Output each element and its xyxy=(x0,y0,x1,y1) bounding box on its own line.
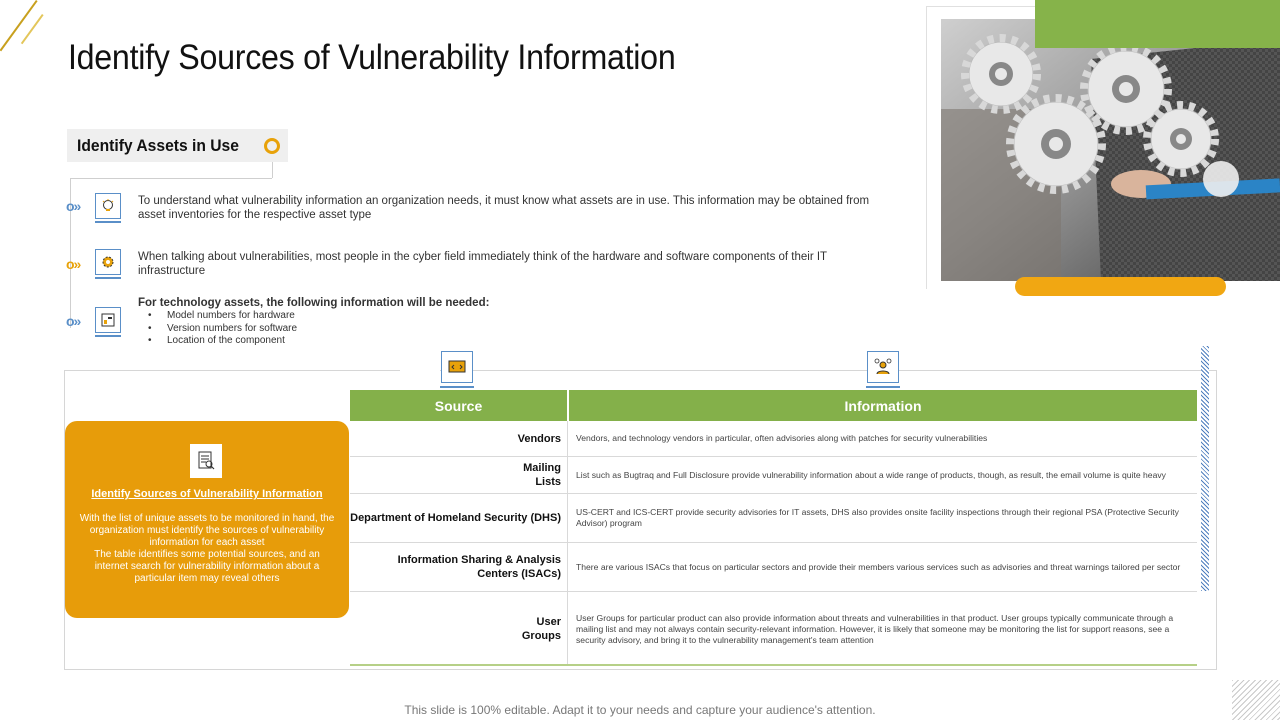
list-item: • Location of the component xyxy=(148,335,297,348)
assets-heading-label: Identify Assets in Use xyxy=(77,136,239,155)
gear-settings-icon xyxy=(95,249,121,275)
table-row xyxy=(350,494,1197,543)
table-header xyxy=(350,390,1197,421)
page-title: Identify Sources of Vulnerability Information xyxy=(68,38,676,77)
connector-line xyxy=(70,178,272,179)
information-cell: There are various ISACs that focus on particular sectors and provide their members various services such as advisories and threat warnings tailored per sector xyxy=(576,561,1181,572)
decor-hatch xyxy=(1201,346,1209,591)
source-cell: Mailing Lists xyxy=(350,457,568,493)
business-gears-photo xyxy=(941,19,1280,281)
photo-frame xyxy=(926,6,1036,7)
information-cell: List such as Bugtraq and Full Disclosure provide vulnerability information about a wide range of products, though, as result, the email volume is quite heavy xyxy=(576,469,1166,480)
chevron-right-icon: o» xyxy=(66,198,81,214)
sources-summary-card xyxy=(65,421,349,618)
list-item: • Version numbers for software xyxy=(148,323,297,336)
list-item: • Model numbers for hardware xyxy=(148,310,297,323)
decor-green-block xyxy=(1035,0,1280,48)
information-cell: User Groups for particular product can also provide information about threats and vulnerabilities in that product. User groups typically communicate through a mailing list and may not always contain security-relevant information. However, it is likely that someone may be monitoring the list for support reasons, see a security advisory, and bring it to the vulnerability management's team attention xyxy=(576,612,1174,645)
footer-note: This slide is 100% editable. Adapt it to your needs and capture your audience's attention. xyxy=(404,703,876,717)
chevron-right-icon: o» xyxy=(66,256,81,272)
lightbulb-idea-icon xyxy=(95,193,121,219)
information-cell: US-CERT and ICS-CERT provide security advisories for IT assets, DHS also provides onsite facility inspections through their regional PSA (Protective Security Advisor) program xyxy=(576,507,1179,528)
person-info-icon xyxy=(867,351,899,383)
chevron-right-icon: o» xyxy=(66,313,81,329)
sources-table xyxy=(350,390,1197,666)
column-header-source: Source xyxy=(350,390,569,421)
connector-line xyxy=(272,162,273,178)
table-bottom-rule xyxy=(350,664,1197,666)
column-header-information: Information xyxy=(844,397,922,414)
source-cell: Vendors xyxy=(350,421,568,456)
photo-frame xyxy=(926,6,927,289)
card-body: With the list of unique assets to be monitored in hand, the organization must identify the sources of vulnerability information for each asset The table identifies some potential sources, and an internet search for vulnerability information about a particular item may reveal others xyxy=(79,513,335,584)
source-cell: Department of Homeland Security (DHS) xyxy=(350,494,568,542)
gears-illustration xyxy=(941,19,1280,281)
table-row xyxy=(350,592,1197,666)
card-title: Identify Sources of Vulnerability Information xyxy=(91,488,323,500)
decor-orange-pill xyxy=(1015,277,1226,296)
assets-section-heading xyxy=(67,129,288,162)
source-cell: User Groups xyxy=(350,592,568,666)
table-row xyxy=(350,457,1197,494)
information-cell: Vendors, and technology vendors in particular, often advisories along with patches for security vulnerabilities xyxy=(576,433,988,443)
monitor-code-icon xyxy=(441,351,473,383)
table-row xyxy=(350,421,1197,457)
document-chart-icon xyxy=(95,307,121,333)
assets-point-text: To understand what vulnerability information an organization needs, it must know what assets are in use. This information may be obtained from asset inventories for the respective asset type xyxy=(138,195,870,221)
assets-bullet-list xyxy=(148,310,297,348)
divider xyxy=(400,370,440,371)
source-cell: Information Sharing & Analysis Centers (ISACs) xyxy=(350,543,568,591)
assets-point-lead: For technology assets, the following information will be needed: xyxy=(138,297,490,309)
magnifier-document-icon xyxy=(190,444,222,478)
ring-icon xyxy=(264,138,280,154)
table-row xyxy=(350,543,1197,592)
assets-point-text: When talking about vulnerabilities, most people in the cyber field immediately think of the hardware and software components of their IT infrastructure xyxy=(138,251,827,277)
